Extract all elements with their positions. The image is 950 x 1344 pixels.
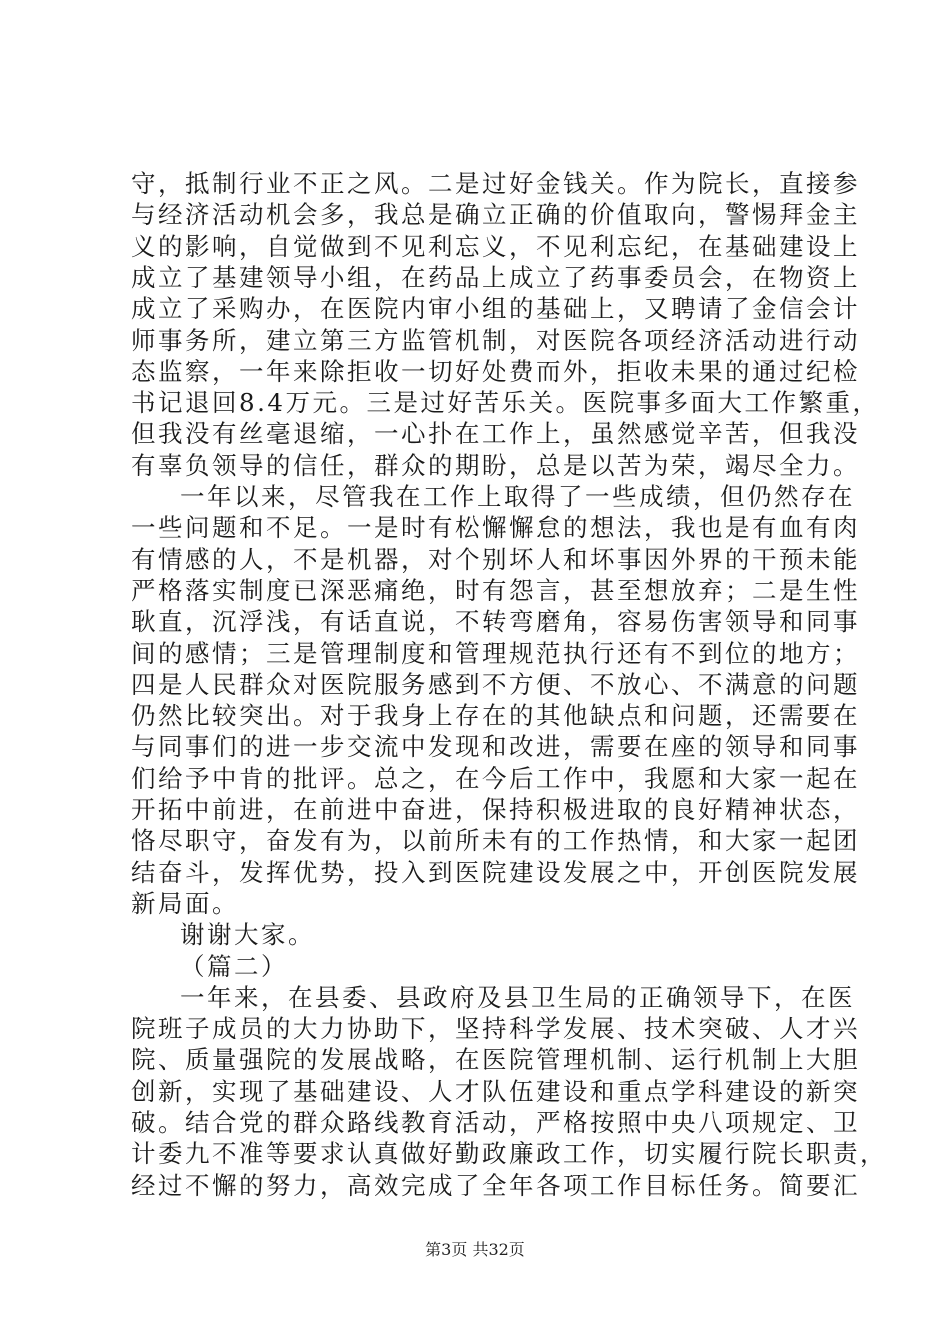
text-line: 计委九不准等要求认真做好勤政廉政工作，切实履行院长职责， [131,1139,887,1169]
text-line: 院、质量强院的发展战略，在医院管理机制、运行机制上大胆 [131,1045,860,1075]
text-line: 经过不懈的努力，高效完成了全年各项工作目标任务。简要汇 [131,1170,860,1200]
text-line: 间的感情；三是管理制度和管理规范执行还有不到位的地方； [131,638,860,668]
text-line: 破。结合党的群众路线教育活动，严格按照中央八项规定、卫 [131,1108,860,1137]
text-line: 有辜负领导的信任，群众的期盼，总是以苦为荣，竭尽全力。 [131,450,860,480]
text-line: 新局面。 [131,888,239,918]
text-line: 与经济活动机会多，我总是确立正确的价值取向，警惕拜金主 [131,200,860,230]
text-line: 成立了采购办，在医院内审小组的基础上，又聘请了金信会计 [131,294,860,324]
text-line: 严格落实制度已深恶痛绝，时有怨言，甚至想放弃；二是生性 [131,575,860,605]
text-line: 结奋斗，发挥优势，投入到医院建设发展之中，开创医院发展 [131,857,860,887]
paragraph-first-line: 一年以来，尽管我在工作上取得了一些成绩，但仍然存在 [180,482,855,511]
page-footer: 第3页 共32页 [425,1240,525,1259]
text-line: 四是人民群众对医院服务感到不方便、不放心、不满意的问题 [131,669,860,699]
text-line: 义的影响，自觉做到不见利忘义，不见利忘纪，在基础建设上 [131,231,860,261]
text-line: 耿直，沉浮浅，有话直说，不转弯磨角，容易伤害领导和同事 [131,607,860,637]
text-line: 但我没有丝毫退缩，一心扑在工作上，虽然感觉辛苦，但我没 [131,419,860,449]
text-line: 书记退回8.4万元。三是过好苦乐关。医院事多面大工作繁重， [131,388,880,418]
text-line: 开拓中前进，在前进中奋进，保持积极进取的良好精神状态， [131,795,860,824]
paragraph-first-line: 一年来，在县委、县政府及县卫生局的正确领导下，在医 [180,982,855,1012]
text-line: 有情感的人，不是机器，对个别坏人和坏事因外界的干预未能 [131,544,860,574]
paragraph-first-line: 谢谢大家。 [180,920,315,950]
text-line: 创新，实现了基础建设、人才队伍建设和重点学科建设的新突 [131,1076,860,1106]
text-line: 师事务所，建立第三方监管机制，对医院各项经济活动进行动 [131,325,860,355]
text-line: 院班子成员的大力协助下，坚持科学发展、技术突破、人才兴 [131,1014,860,1044]
text-line: 一些问题和不足。一是时有松懈懈怠的想法，我也是有血有肉 [131,513,860,543]
text-line: 们给予中肯的批评。总之，在今后工作中，我愿和大家一起在 [131,763,860,793]
text-line: 态监察，一年来除拒收一切好处费而外，拒收未果的通过纪检 [131,356,860,386]
text-line: 与同事们的进一步交流中发现和改进，需要在座的领导和同事 [131,732,860,762]
text-line: 仍然比较突出。对于我身上存在的其他缺点和问题，还需要在 [131,701,860,731]
text-line: 守，抵制行业不正之风。二是过好金钱关。作为院长，直接参 [131,169,860,198]
text-line: 恪尽职守，奋发有为，以前所未有的工作热情，和大家一起团 [131,826,860,856]
section-heading: （篇二） [180,951,288,981]
text-line: 成立了基建领导小组，在药品上成立了药事委员会，在物资上 [131,262,860,292]
